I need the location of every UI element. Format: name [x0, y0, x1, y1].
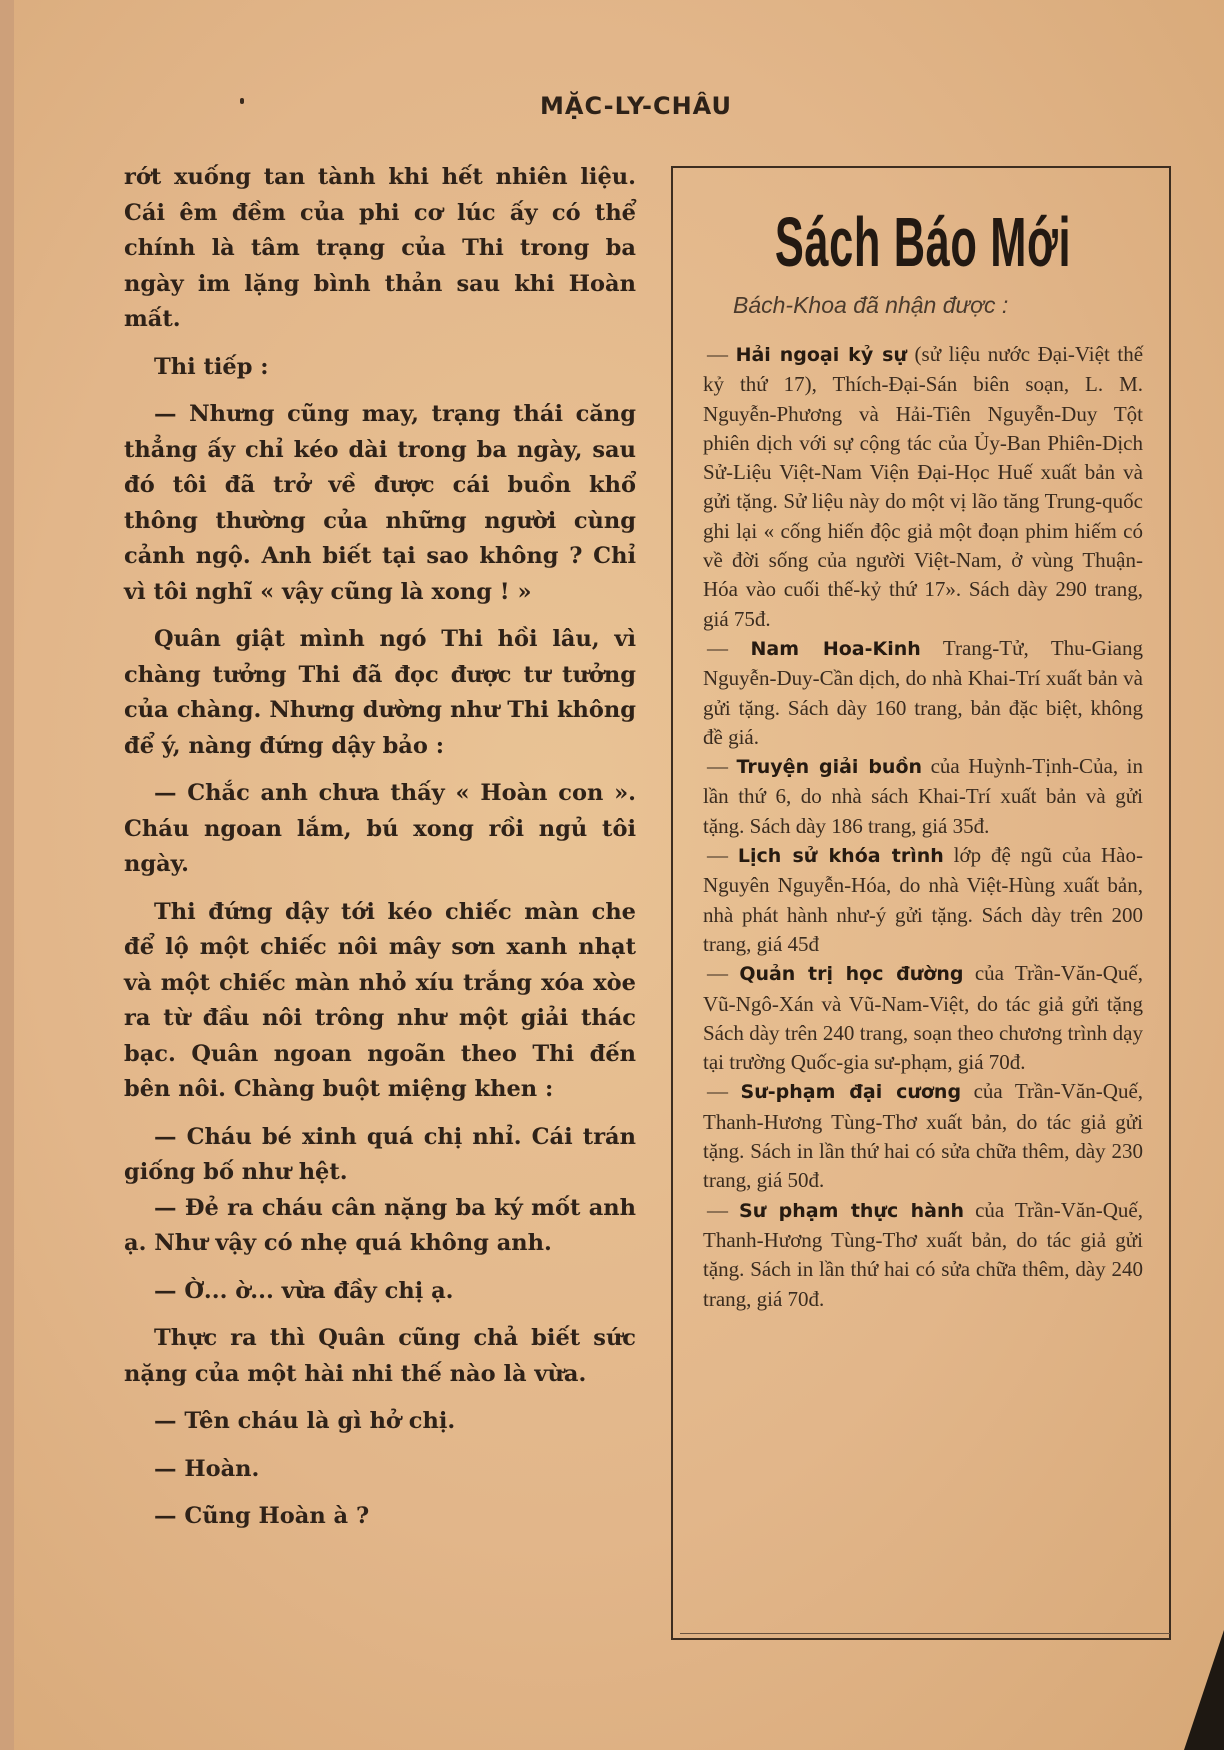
new-books-box — [671, 166, 1171, 1640]
story-column — [124, 160, 636, 1535]
book-entry: — Lịch sử khóa trình lớp đệ ngũ của Hào-Nguyên Nguyễn-Hóa, do nhà Việt-Hùng xuất bản, nhà phát hành như-ý gửi tặng. Sách dày trên 200 trang, giá 45đ — [703, 843, 1143, 956]
book-title: Quản trị học đường — [739, 963, 964, 986]
running-title: MẶC-LY-CHÂU — [540, 92, 732, 120]
book-entry: — Sư-phạm đại cương của Trần-Văn-Quế, Thanh-Hương Tùng-Thơ xuất bản, do tác giả gửi tặng. Sách in lần thứ hai có sửa chữa thêm, dày 230 trang, giá 50đ. — [703, 1079, 1144, 1193]
book-title: Sư-phạm đại cương — [740, 1081, 962, 1104]
book-description: của Huỳnh-Tịnh-Của, in lần thứ 6, do nhà sách Khai-Trí xuất bản và gửi tặng. Sách dày 186 trang, giá 35đ. — [703, 754, 1144, 838]
book-entry: — Truyện giải buồn của Huỳnh-Tịnh-Của, in lần thứ 6, do nhà sách Khai-Trí xuất bản và gửi tặng. Sách dày 186 trang, giá 35đ. — [703, 754, 1144, 838]
book-entry: — Nam Hoa-Kinh Trang-Tử, Thu-Giang Nguyễn-Duy-Cần dịch, do nhà Khai-Trí xuất bản và gửi tặng. Sách dày 160 trang, bản đặc biệt, không đề giá. — [703, 635, 1143, 749]
book-list — [703, 340, 1143, 1314]
story-paragraph: — Ờ... ờ... vừa đầy chị ạ. — [154, 1277, 454, 1304]
book-entry: — Hải ngoại kỷ sự (sử liệu nước Đại-Việt thế kỷ thứ 17), Thích-Đại-Sán biên soạn, L. M. Nguyễn-Phương và Hải-Tiên Nguyễn-Duy Tột phiên dịch với sự cộng tác của Ủy-Ban Phiên-Dịch Sử-Liệu Việt-Nam Viện Đại-Học Huế xuất bản và gửi tặng. Sử liệu này do một vị lão tăng Trung-quốc ghi lại « cống hiến độc giả một đoạn phim hiếm có về đời sống của người Việt-Nam, ở vùng Thuận-Hóa vào cuối thế-kỷ thứ 17». Sách dày 290 trang, giá 75đ. — [703, 342, 1144, 631]
story-paragraph: — Đẻ ra cháu cân nặng ba ký mốt anh ạ. Như vậy có nhẹ quá không anh. — [124, 1194, 636, 1256]
book-title: Nam Hoa-Kinh — [750, 637, 921, 660]
story-paragraph: — Cháu bé xinh quá chị nhỉ. Cái trán giống bố như hệt. — [124, 1123, 636, 1185]
torn-corner — [1184, 1630, 1224, 1750]
book-title: Lịch sử khóa trình — [737, 845, 944, 868]
box-subtitle: Bách-Khoa đã nhận được : — [733, 292, 1009, 318]
divider — [680, 1633, 1170, 1635]
book-title: Truyện giải buồn — [736, 756, 923, 779]
ink-mark — [240, 98, 244, 104]
box-title: Sách Báo Mới — [774, 203, 1072, 281]
book-entry: — Sư phạm thực hành của Trần-Văn-Quế, Thanh-Hương Tùng-Thơ xuất bản, do tác giả gửi tặng. Sách in lần thứ hai có sửa chữa thêm, dày 240 trang, giá 70đ. — [703, 1197, 1143, 1311]
book-description: (sử liệu nước Đại-Việt thế kỷ thứ 17), Thích-Đại-Sán biên soạn, L. M. Nguyễn-Phương và Hải-Tiên Nguyễn-Duy Tột phiên dịch với sự cộng tác của Ủy-Ban Phiên-Dịch Sử-Liệu Việt-Nam Viện Đại-Học Huế xuất bản và gửi tặng. Sử liệu này do một vị lão tăng Trung-quốc ghi lại « cống hiến độc giả một đoạn phim hiếm có về đời sống của người Việt-Nam, ở vùng Thuận-Hóa vào cuối thế-kỷ thứ 17». Sách dày 290 trang, giá 75đ. — [703, 342, 1144, 631]
book-entry: — Quản trị học đường của Trần-Văn-Quế, Vũ-Ngô-Xán và Vũ-Nam-Việt, do tác giả gửi tặng Sách dày trên 240 trang, soạn theo chương trình dạy tại trường Quốc-gia sư-phạm, giá 70đ. — [703, 961, 1143, 1075]
book-description: của Trần-Văn-Quế, Vũ-Ngô-Xán và Vũ-Nam-Việt, do tác giả gửi tặng Sách dày trên 240 trang, soạn theo chương trình dạy tại trường Quốc-gia sư-phạm, giá 70đ. — [703, 961, 1143, 1075]
story-paragraph: — Chắc anh chưa thấy « Hoàn con ». Cháu ngoan lắm, bú xong rồi ngủ tôi ngày. — [124, 780, 636, 877]
book-title: Sư phạm thực hành — [739, 1199, 965, 1222]
story-paragraph: Thi đứng dậy tới kéo chiếc màn che để lộ một chiếc nôi mây sơn xanh nhạt và một chiếc màn nhỏ xíu trắng xóa xòe ra từ đầu nôi trông như một giải thác bạc. Quân ngoan ngoãn theo Thi đến bên nôi. Chàng buột miệng khen : — [124, 898, 636, 1102]
story-paragraph: — Hoàn. — [154, 1455, 260, 1482]
book-description: của Trần-Văn-Quế, Thanh-Hương Tùng-Thơ xuất bản, do tác giả gửi tặng. Sách in lần thứ hai có sửa chữa thêm, dày 240 trang, giá 70đ. — [703, 1197, 1143, 1311]
story-paragraph: Quân giật mình ngó Thi hồi lâu, vì chàng tưởng Thi đã đọc được tư tưởng của chàng. Nhưng dường như Thi không để ý, nàng đứng dậy bảo : — [124, 626, 636, 759]
story-paragraph: rớt xuống tan tành khi hết nhiên liệu. Cái êm đềm của phi cơ lúc ấy có thể chính là tâm trạng của Thi trong ba ngày im lặng bình thản sau khi Hoàn mất. — [124, 164, 636, 332]
book-title: Hải ngoại kỷ sự — [735, 344, 907, 366]
page-edge — [0, 0, 14, 1750]
story-paragraph: — Cũng Hoàn à ? — [154, 1503, 370, 1529]
book-description: lớp đệ ngũ của Hào-Nguyên Nguyễn-Hóa, do nhà Việt-Hùng xuất bản, nhà phát hành như-ý gửi tặng. Sách dày trên 200 trang, giá 45đ — [703, 843, 1143, 956]
story-paragraph: — Nhưng cũng may, trạng thái căng thẳng ấy chỉ kéo dài trong ba ngày, sau đó tôi đã trở về được cái buồn khổ thông thường của những người cùng cảnh ngộ. Anh biết tại sao không ? Chỉ vì tôi nghĩ « vậy cũng là xong ! » — [124, 401, 636, 605]
book-description: của Trần-Văn-Quế, Thanh-Hương Tùng-Thơ xuất bản, do tác giả gửi tặng. Sách in lần thứ hai có sửa chữa thêm, dày 230 trang, giá 50đ. — [703, 1079, 1144, 1193]
story-paragraph: — Tên cháu là gì hở chị. — [154, 1408, 456, 1434]
story-paragraph: Thực ra thì Quân cũng chả biết sức nặng của một hài nhi thế nào là vừa. — [124, 1325, 636, 1387]
story-paragraph: Thi tiếp : — [154, 353, 269, 380]
book-description: Trang-Tử, Thu-Giang Nguyễn-Duy-Cần dịch, do nhà Khai-Trí xuất bản và gửi tặng. Sách dày 160 trang, bản đặc biệt, không đề giá. — [703, 635, 1143, 749]
